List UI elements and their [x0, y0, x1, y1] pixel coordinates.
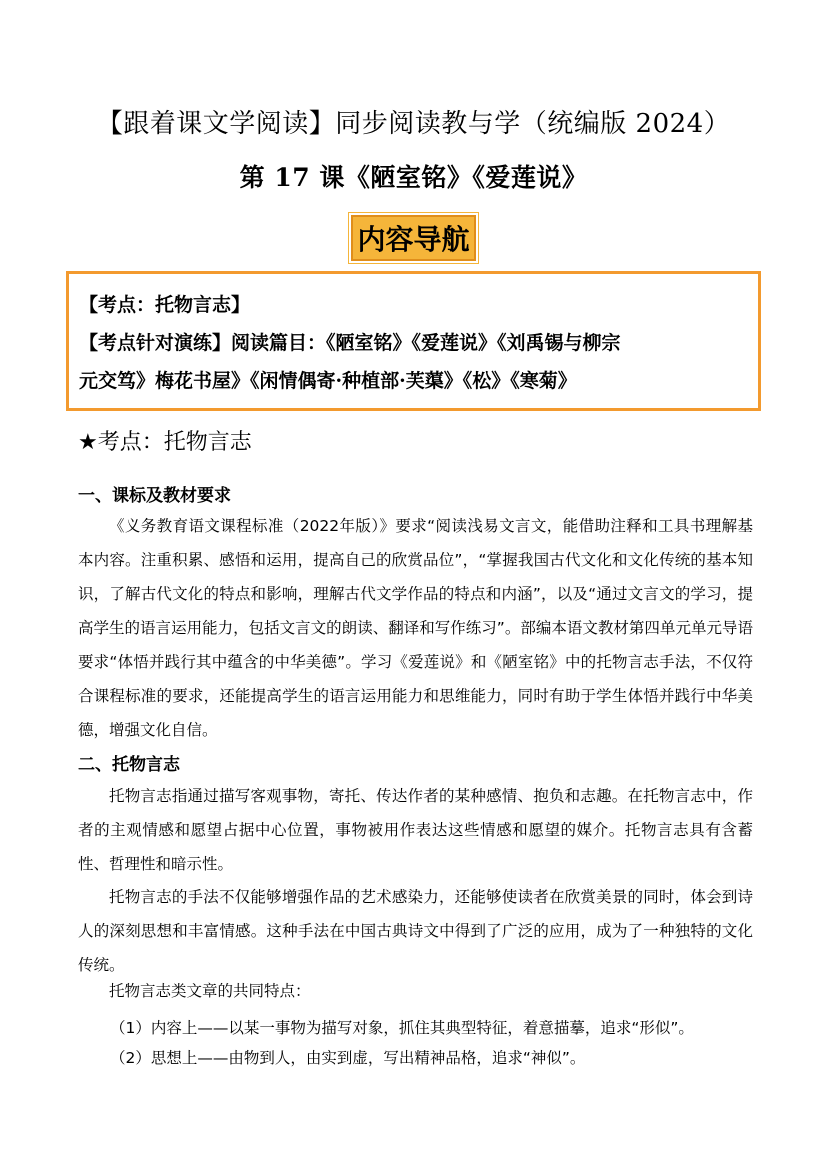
section-2-heading: 二、托物言志	[78, 755, 180, 775]
section-2-paragraph-3: 托物言志类文章的共同特点：	[109, 982, 311, 1000]
section-2-paragraph-2: 托物言志的手法不仅能够增强作品的艺术感染力，还能够使读者在欣赏美景的同时，体会到诗人的深刻思想和丰富情感。这种手法在中国古典诗文中得到了广泛的应用，成为了一种独特的文化传统。	[78, 888, 753, 974]
feature-item-1: （1）内容上——以某一事物为描写对象，抓住其典型特征，着意描摹，追求“形似”。	[110, 1019, 694, 1037]
section-1-heading: 一、课标及教材要求	[78, 486, 231, 506]
summary-line-2: 【考点针对演练】阅读篇目：《陋室铭》《爱莲说》《刘禹锡与柳宗	[79, 332, 621, 354]
nav-label-wrap	[0, 215, 827, 261]
star-icon: ★	[78, 430, 98, 455]
summary-box	[66, 271, 761, 411]
summary-line-3: 元交笃》梅花书屋》《闲情偶寄·种植部·芙蕖》《松》《寒菊》	[79, 370, 577, 392]
topic-label: 考点：托物言志	[97, 430, 252, 455]
section-2-paragraph-1: 托物言志指通过描写客观事物，寄托、传达作者的某种感情、抱负和志趣。在托物言志中，作者的主观情感和愿望占据中心位置，事物被用作表达这些情感和愿望的媒介。托物言志具有含蓄性、哲理性和暗示性。	[78, 787, 753, 873]
lesson-title: 第 17 课《陋室铭》《爱莲说》	[239, 163, 588, 192]
content-nav-label: 内容导航	[351, 215, 475, 261]
feature-item-2: （2）思想上——由物到人，由实到虚，写出精神品格，追求“神似”。	[110, 1049, 586, 1067]
summary-line-1: 【考点：托物言志】	[79, 294, 251, 316]
section-1-paragraph: 《义务教育语文课程标准（2022年版）》要求“阅读浅易文言文，能借助注释和工具书理解基本内容。注重积累、感悟和运用，提高自己的欣赏品位”，“掌握我国古代文化和文化传统的基本知识，了解古代文化的特点和影响，理解古代文学作品的特点和内涵”，以及“通过文言文的学习，提高学生的语言运用能力，包括文言文的朗读、翻译和写作练习”。部编本语文教材第四单元单元导语要求“体悟并践行其中蕴含的中华美德”。学习《爱莲说》和《陋室铭》中的托物言志手法，不仅符合课程标准的要求，还能提高学生的语言运用能力和思维能力，同时有助于学生体悟并践行中华美德，增强文化自信。	[78, 517, 753, 739]
document-title: 【跟着课文学阅读】同步阅读教与学（统编版 2024）	[96, 109, 731, 139]
topic-heading	[78, 425, 252, 456]
